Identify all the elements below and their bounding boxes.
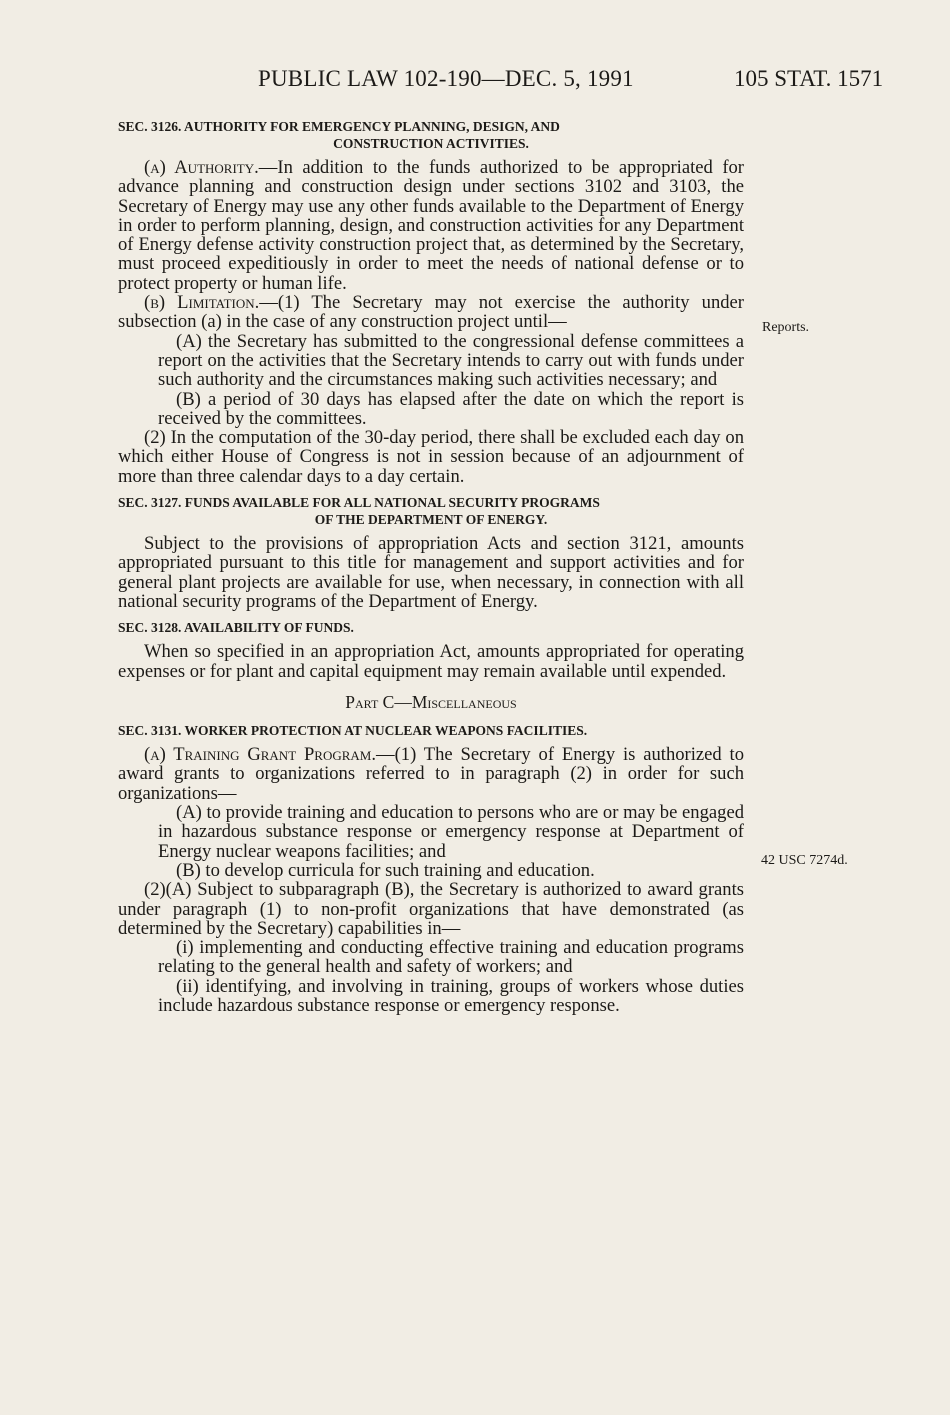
paragraph-a-1-A: (A) to provide training and education to persons who are or may be engaged in hazardous substance response or emergency response at Department of Energy nuclear weapons facilities; and bbox=[158, 802, 744, 862]
part-c-title: Part C—Miscellaneous bbox=[345, 691, 517, 712]
subsection-text: —In addition to the funds authorized to be appropriated for advance planning and construction design under sections 3102 and 3103, the Secretary of Energy may use any other funds available to the Department of Energy in order to perform planning, design, and construction activities for any Department of Energy defense activity construction project that, as determined by the Secretary, must proceed expeditiously in order to meet the needs of national defense or to protect property or human life. bbox=[118, 157, 745, 294]
clause-i: (i) implementing and conducting effective training and education programs relating to the general health and safety of workers; and bbox=[158, 937, 744, 978]
subsection-b-limitation bbox=[118, 293, 744, 332]
running-head-title: PUBLIC LAW 102-190—DEC. 5, 1991 bbox=[258, 66, 634, 91]
paragraph-b-1-B: (B) a period of 30 days has elapsed after the date on which the report is received by the committees. bbox=[158, 388, 744, 429]
section-heading-line: OF THE DEPARTMENT OF ENERGY. bbox=[314, 512, 548, 528]
page-header bbox=[0, 66, 950, 100]
section-3128-heading: SEC. 3128. AVAILABILITY OF FUNDS. bbox=[118, 620, 354, 636]
subsection-a-training-grant-program bbox=[118, 745, 744, 803]
paragraph-b-1-A: (A) the Secretary has submitted to the congressional defense committees a report on the activities that the Secretary intends to carry out with funds under such authority and the circumstances making such activities necessary; and bbox=[158, 330, 744, 391]
section-3126-heading bbox=[118, 118, 744, 152]
subsection-label: (b) Limitation. bbox=[144, 292, 260, 314]
subsection-label: (a) Authority. bbox=[144, 157, 259, 178]
section-3127-heading bbox=[118, 494, 744, 528]
subsection-label: (a) Training Grant Program. bbox=[144, 744, 377, 766]
subsection-text: —(1) The Secretary may not exercise the authority under subsection (a) in the case of any construction project until— bbox=[118, 292, 744, 333]
subsection-text: —(1) The Secretary of Energy is authorized to award grants to organizations referred to in paragraph (2) in order for such organizations— bbox=[118, 744, 744, 804]
running-head-stat-page: 105 STAT. 1571 bbox=[734, 66, 884, 91]
section-3127-text: Subject to the provisions of appropriation Acts and section 3121, amounts appropriated pursuant to this title for management and support activities and for general plant projects are available for use, when necessary, in connection with all national security programs of the Department of Energy. bbox=[118, 533, 744, 612]
paragraph-a-1-B: (B) to develop curricula for such training and education. bbox=[176, 859, 595, 881]
section-3128-text: When so specified in an appropriation Act, amounts appropriated for operating expenses or for plant and capital equipment may remain available until expended. bbox=[118, 641, 744, 682]
document-body bbox=[118, 118, 744, 1015]
subsection-a-authority bbox=[118, 158, 744, 293]
section-heading-line: SEC. 3127. FUNDS AVAILABLE FOR ALL NATIONAL SECURITY PROGRAMS bbox=[118, 495, 600, 511]
margin-note-usc-citation: 42 USC 7274d. bbox=[761, 853, 848, 868]
section-heading-line: CONSTRUCTION ACTIVITIES. bbox=[333, 136, 529, 151]
margin-note-reports: Reports. bbox=[762, 320, 810, 335]
section-3131-heading: SEC. 3131. WORKER PROTECTION AT NUCLEAR WEAPONS FACILITIES. bbox=[118, 723, 588, 739]
clause-ii: (ii) identifying, and involving in training, groups of workers whose duties include hazardous substance response or emergency response. bbox=[158, 975, 744, 1016]
paragraph-b-2: (2) In the computation of the 30-day period, there shall be excluded each day on which either House of Congress is not in session because of an adjournment of more than three calendar days to a day certain. bbox=[118, 427, 744, 487]
section-heading-line: SEC. 3126. AUTHORITY FOR EMERGENCY PLANNING, DESIGN, AND bbox=[118, 119, 560, 134]
paragraph-a-2-A: (2)(A) Subject to subparagraph (B), the Secretary is authorized to award grants under paragraph (1) to non-profit organizations that have demonstrated (as determined by the Secretary) capabilities in— bbox=[118, 879, 744, 939]
